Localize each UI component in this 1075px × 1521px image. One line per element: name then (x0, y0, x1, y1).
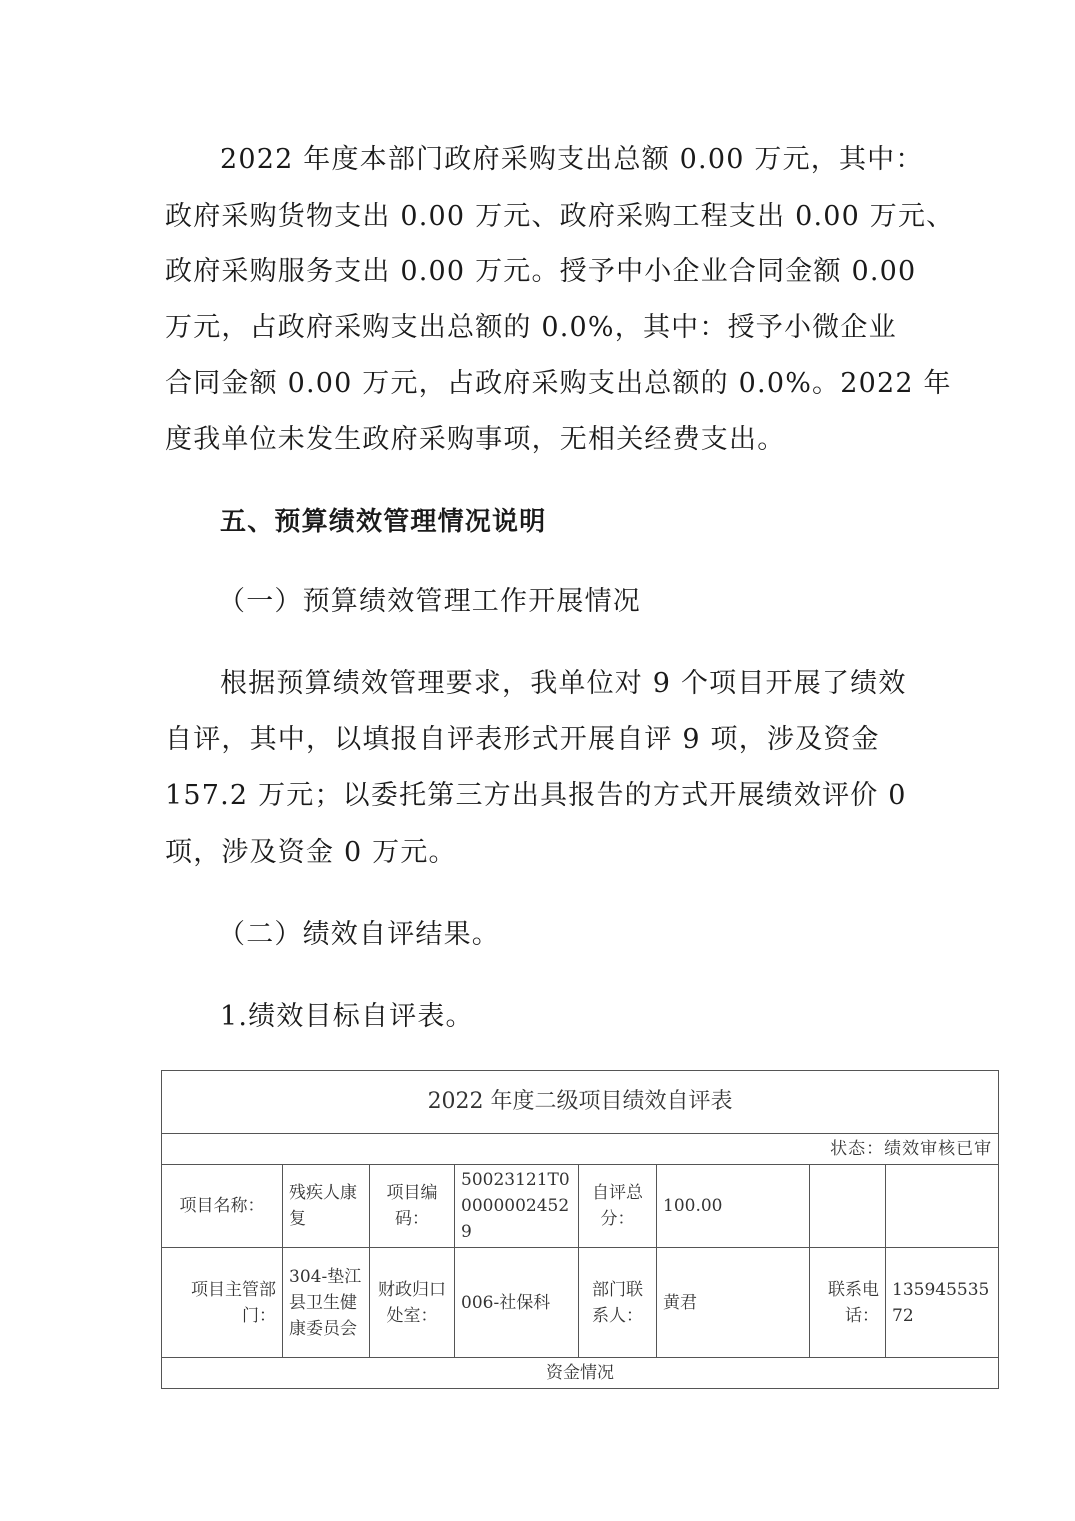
paragraph-line: 根据预算绩效管理要求，我单位对 9 个项目开展了绩效 (220, 668, 907, 699)
project-code-label: 项目编码： (370, 1165, 455, 1248)
project-code-value: 50023121T000000024529 (455, 1165, 579, 1248)
contact-value: 黄君 (657, 1248, 810, 1358)
dept-value: 304-垫江县卫生健康委员会 (283, 1248, 370, 1358)
score-value: 100.00 (657, 1165, 810, 1248)
empty-cell (810, 1165, 886, 1248)
paragraph-line: 2022 年度本部门政府采购支出总额 0.00 万元，其中： (220, 144, 924, 175)
project-name-label: 项目名称： (162, 1165, 283, 1248)
performance-table (161, 1070, 999, 1389)
phone-value: 13594553572 (886, 1248, 999, 1358)
paragraph-line: 合同金额 0.00 万元，占政府采购支出总额的 0.0%。2022 年 (165, 368, 952, 399)
office-label: 财政归口处室： (370, 1248, 455, 1358)
paragraph-line: 政府采购服务支出 0.00 万元。授予中小企业合同金额 0.00 (165, 256, 917, 287)
subsection-heading: （一）预算绩效管理工作开展情况 (218, 586, 641, 617)
status-label: 状态：绩效审核已审 (162, 1134, 999, 1165)
empty-cell (886, 1165, 999, 1248)
office-value: 006-社保科 (455, 1248, 579, 1358)
paragraph-line: 度我单位未发生政府采购事项，无相关经费支出。 (165, 424, 786, 455)
paragraph-line: 万元，占政府采购支出总额的 0.0%，其中：授予小微企业 (165, 312, 897, 343)
section-heading: 五、预算绩效管理情况说明 (220, 507, 547, 537)
table-title: 2022 年度二级项目绩效自评表 (162, 1071, 999, 1134)
paragraph-line: 157.2 万元；以委托第三方出具报告的方式开展绩效评价 0 (165, 780, 907, 811)
funds-section-header: 资金情况 (162, 1358, 999, 1389)
subsection-heading: （二）绩效自评结果。 (218, 919, 500, 950)
paragraph-line: 自评，其中，以填报自评表形式开展自评 9 项，涉及资金 (165, 724, 880, 755)
paragraph-line: 政府采购货物支出 0.00 万元、政府采购工程支出 0.00 万元、 (165, 201, 955, 232)
contact-label: 部门联系人： (579, 1248, 657, 1358)
paragraph-line: 项，涉及资金 0 万元。 (165, 837, 457, 868)
score-label: 自评总分： (579, 1165, 657, 1248)
phone-label: 联系电话： (810, 1248, 886, 1358)
list-item: 1.绩效目标自评表。 (220, 1001, 474, 1032)
project-name-value: 残疾人康复 (283, 1165, 370, 1248)
dept-label: 项目主管部门： (162, 1248, 283, 1358)
